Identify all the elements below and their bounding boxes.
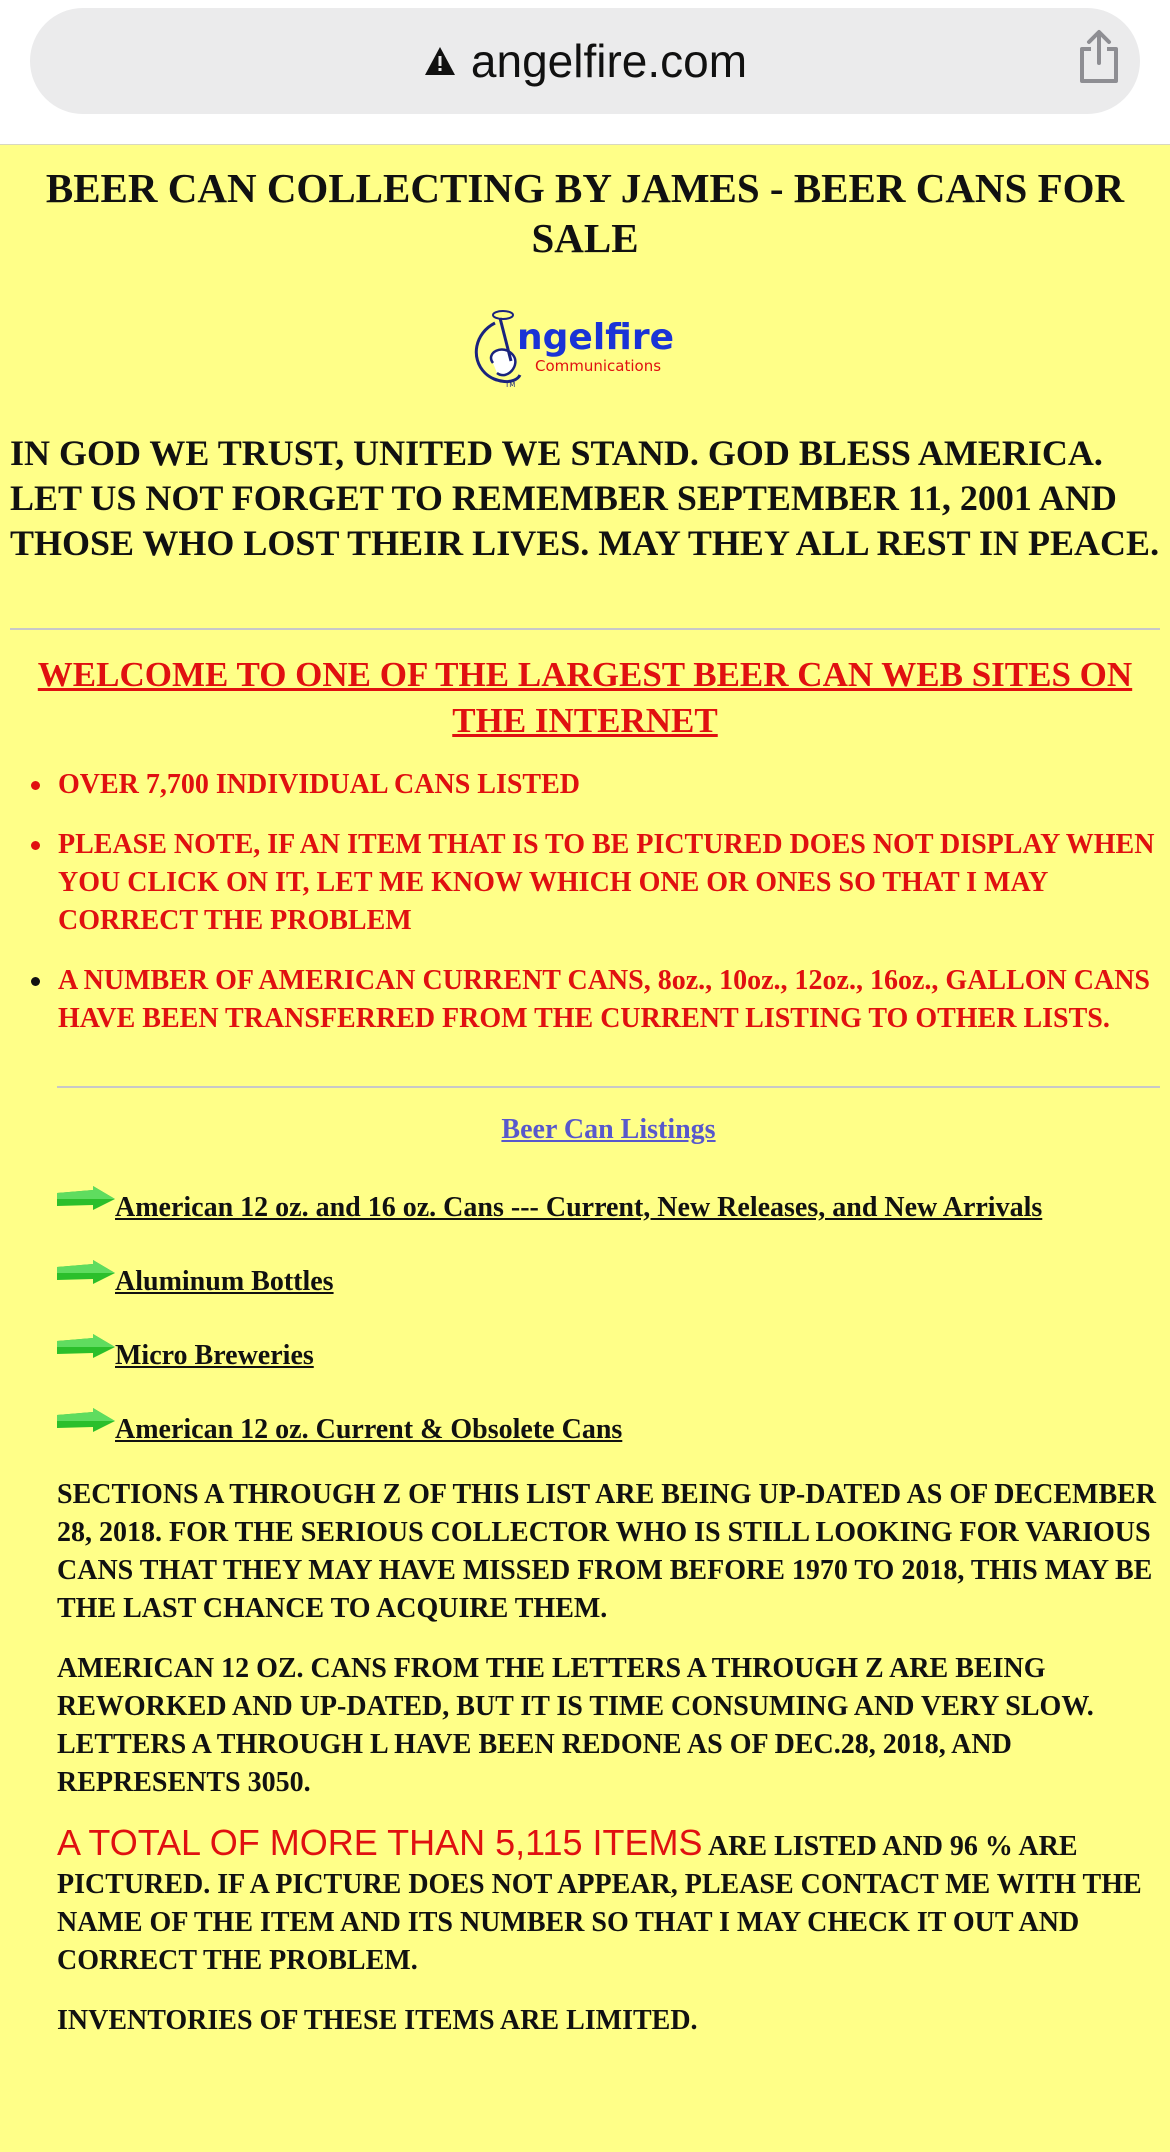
update-paragraph: SECTIONS A THROUGH Z OF THIS LIST ARE BEING UP-DATED AS OF DECEMBER 28, 2018. FOR THE SERIOUS COLLECTOR WHO IS STILL LOOKING FOR VARIOUS CANS THAT THEY MAY HAVE MISSED FROM BEFORE 1970 TO 2018, THIS MAY BE THE LAST CHANCE TO ACQUIRE THEM. <box>57 1479 1157 1624</box>
total-paragraph <box>57 1824 1160 1980</box>
green-arrow-icon <box>57 1408 115 1434</box>
green-arrow-icon <box>57 1186 115 1212</box>
logo-wordmark: ngelfire <box>517 317 675 358</box>
divider <box>10 628 1160 630</box>
motto-text: IN GOD WE TRUST, UNITED WE STAND. GOD BLESS AMERICA. LET US NOT FORGET TO REMEMBER SEPTEMBER 11, 2001 AND THOSE WHO LOST THEIR LIVES. MAY THEY ALL REST IN PEACE. <box>10 433 1160 563</box>
browser-toolbar <box>0 0 1170 145</box>
listing-link-row <box>57 1332 1160 1372</box>
listing-link-micro-breweries[interactable]: Micro Breweries <box>115 1340 314 1371</box>
address-bar[interactable] <box>30 8 1140 114</box>
listings-heading <box>57 1114 1160 1146</box>
total-rest: ARE LISTED AND 96 % ARE PICTURED. IF A PICTURE DOES NOT APPEAR, PLEASE CONTACT ME WITH THE NAME OF THE ITEM AND ITS NUMBER SO THAT I MAY CHECK IT OUT AND CORRECT THE PROBLEM. <box>57 1831 1142 1976</box>
svg-text:TM: TM <box>505 381 516 389</box>
beer-can-listings-link[interactable]: Beer Can Listings <box>501 1114 716 1145</box>
divider <box>57 1086 1160 1088</box>
notes-list <box>10 766 1160 1038</box>
angelfire-logo <box>465 303 705 403</box>
logo-tagline: Communications <box>535 357 662 375</box>
listing-link-row <box>57 1184 1160 1224</box>
listing-link-aluminum-bottles[interactable]: Aluminum Bottles <box>115 1266 334 1297</box>
welcome-heading: WELCOME TO ONE OF THE LARGEST BEER CAN WEB SITES ON THE INTERNET <box>37 655 1133 740</box>
green-arrow-icon <box>57 1260 115 1286</box>
total-highlight: A TOTAL OF MORE THAN 5,115 ITEMS <box>57 1822 703 1863</box>
warning-triangle-icon <box>423 44 457 78</box>
page-title: BEER CAN COLLECTING BY JAMES - BEER CANS FOR SALE <box>45 165 1125 261</box>
list-item: A NUMBER OF AMERICAN CURRENT CANS, 8oz., 10oz., 12oz., 16oz., GALLON CANS HAVE BEEN TRANSFERRED FROM THE CURRENT LISTING TO OTHER LISTS. <box>58 962 1160 1038</box>
listing-link-row <box>57 1406 1160 1446</box>
listing-link-american-obsolete[interactable]: American 12 oz. Current & Obsolete Cans <box>115 1414 623 1445</box>
share-button[interactable] <box>1068 26 1130 88</box>
url-text: angelfire.com <box>470 35 748 87</box>
share-icon <box>1076 29 1122 85</box>
listings-section <box>57 1086 1160 2040</box>
list-item: OVER 7,700 INDIVIDUAL CANS LISTED <box>58 766 1160 804</box>
inventory-paragraph: INVENTORIES OF THESE ITEMS ARE LIMITED. <box>57 2005 698 2036</box>
listing-link-row <box>57 1258 1160 1298</box>
green-arrow-icon <box>57 1334 115 1360</box>
page-content <box>0 163 1170 2040</box>
list-item: PLEASE NOTE, IF AN ITEM THAT IS TO BE PICTURED DOES NOT DISPLAY WHEN YOU CLICK ON IT, LET ME KNOW WHICH ONE OR ONES SO THAT I MAY CORRECT THE PROBLEM <box>58 826 1160 940</box>
listing-link-american-current[interactable]: American 12 oz. and 16 oz. Cans --- Current, New Releases, and New Arrivals <box>115 1192 1043 1223</box>
rework-paragraph: AMERICAN 12 OZ. CANS FROM THE LETTERS A THROUGH Z ARE BEING REWORKED AND UP-DATED, BUT IT IS TIME CONSUMING AND VERY SLOW. LETTERS A THROUGH L HAVE BEEN REDONE AS OF DEC.28, 2018, AND REPRESENTS 3050. <box>57 1653 1094 1798</box>
